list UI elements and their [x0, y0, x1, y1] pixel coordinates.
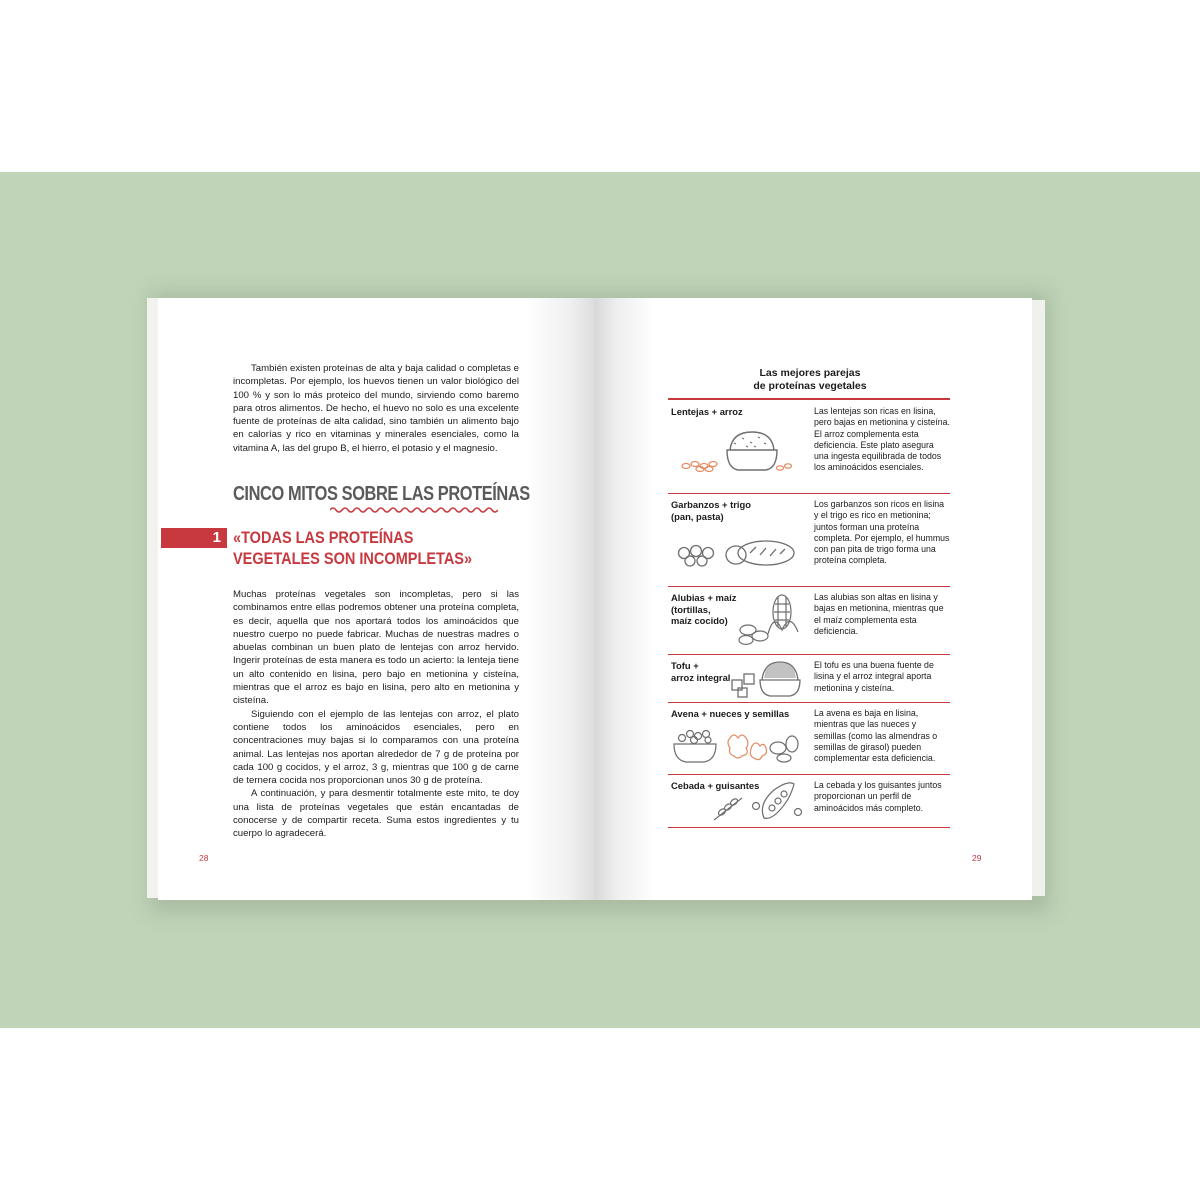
lentils-rice-bowl-icon — [680, 428, 796, 478]
pair-description: Las lentejas son ricas en lisina, pero bajas en metionina y cisteína. El arroz complementa esta deficiencia. Este plato asegura una ingesta equilibrada de todos los aminoácidos esenciales. — [814, 406, 950, 473]
table-row — [668, 586, 950, 655]
beans-corn-icon — [734, 590, 804, 650]
page-number-left: 28 — [199, 853, 209, 863]
intro-text-block — [233, 362, 519, 455]
section-heading: CINCO MITOS SOBRE LAS PROTEÍNAS — [233, 483, 530, 505]
table-title — [700, 367, 920, 393]
body-paragraph: Muchas proteínas vegetales son incompletas, pero si las combinamos entre ellas podremos obtener una proteína completa, es decir, aquella que nos aportará todos los aminoácidos que nuestro cuerpo no puede fabricar. Muchas de nuestras madres o abuelas combinan un buen plato de lentejas con arroz hervido. Ingerir proteínas de esta manera es todo un acierto: la lenteja tiene un alto contenido en lisina, pero bajo en metionina y cisteína, mientras que el arroz es bajo en lisina, pero alto en metionina y cisteína. — [233, 589, 519, 707]
pair-description: Las alubias son altas en lisina y bajas en metionina, mientras que el maíz complementa esta deficiencia. — [814, 592, 944, 636]
heading-wave-underline — [330, 506, 498, 514]
body-paragraph: A continuación, y para desmentir totalmente este mito, te doy una lista de proteínas vegetales que están encantadas de conocerse y de compartir receta. Suma estos ingredientes y tu cuerpo lo agradecerá. — [233, 788, 519, 840]
table-row — [668, 493, 950, 587]
myth-body-text — [233, 588, 519, 841]
tofu-rice-icon — [728, 658, 804, 700]
pair-name: Tofu + arroz integral — [671, 660, 731, 683]
pair-name: Garbanzos + trigo (pan, pasta) — [671, 499, 751, 522]
pair-name: Cebada + guisantes — [671, 780, 760, 791]
table-row — [668, 774, 950, 828]
pair-description: La avena es baja en lisina, mientras que las nueces y semillas (como las almendras o semillas de girasol) pueden complementar esta deficiencia. — [814, 708, 938, 764]
table-row — [668, 654, 950, 703]
table-row — [668, 400, 950, 494]
barley-peas-icon — [708, 780, 804, 824]
pair-name: Lentejas + arroz — [671, 406, 743, 417]
pair-name: Avena + nueces y semillas — [671, 708, 790, 719]
pair-name: Alubias + maíz (tortillas, maíz cocido) — [671, 592, 737, 626]
pair-description: La cebada y los guisantes juntos proporcionan un perfil de aminoácidos más completo. — [814, 780, 942, 813]
table-title-line: de proteínas vegetales — [753, 380, 867, 392]
table-title-line: Las mejores parejas — [759, 367, 861, 379]
myth-number-badge: 1 — [161, 528, 227, 548]
pair-description: Los garbanzos son ricos en lisina y el trigo es rico en metionina; juntos forman una proteína completa. Por ejemplo, el hummus con pan pita de trigo forma una proteína completa. — [814, 499, 950, 566]
myth-title: «TODAS LAS PROTEÍNAS VEGETALES SON INCOMPLETAS» — [233, 529, 473, 568]
page-number-right: 29 — [972, 853, 982, 863]
intro-paragraph: También existen proteínas de alta y baja calidad o completas e incompletas. Por ejemplo, los huevos tienen un valor biológico del 100 % y son lo más proteico del mundo, sirviendo como baremo para otros alimentos. De hecho, el huevo no solo es una excelente fuente de proteínas de alta calidad, sino también un alimento bajo en calorías y rico en vitaminas y minerales esenciales, como la vitamina A, las del grupo B, el hierro, el potasio y el magnesio. — [233, 363, 519, 454]
table-row — [668, 702, 950, 775]
pair-description: El tofu es una buena fuente de lisina y el arroz integral aporta metionina y cisteína. — [814, 660, 934, 693]
oats-nuts-seeds-icon — [670, 724, 802, 768]
body-paragraph: Siguiendo con el ejemplo de las lentejas con arroz, el plato contiene todos los aminoácidos esenciales, pero en concentraciones muy bajas si lo comparamos con una proteína animal. Las lentejas nos aportan alrededor de 7 g de proteína por cada 100 g cocidos, y el arroz, 3 g, mientras que 100 g de carne de ternera cocida nos proporcionan unos 30 g de proteína. — [233, 708, 519, 787]
chickpeas-bread-icon — [676, 531, 796, 571]
